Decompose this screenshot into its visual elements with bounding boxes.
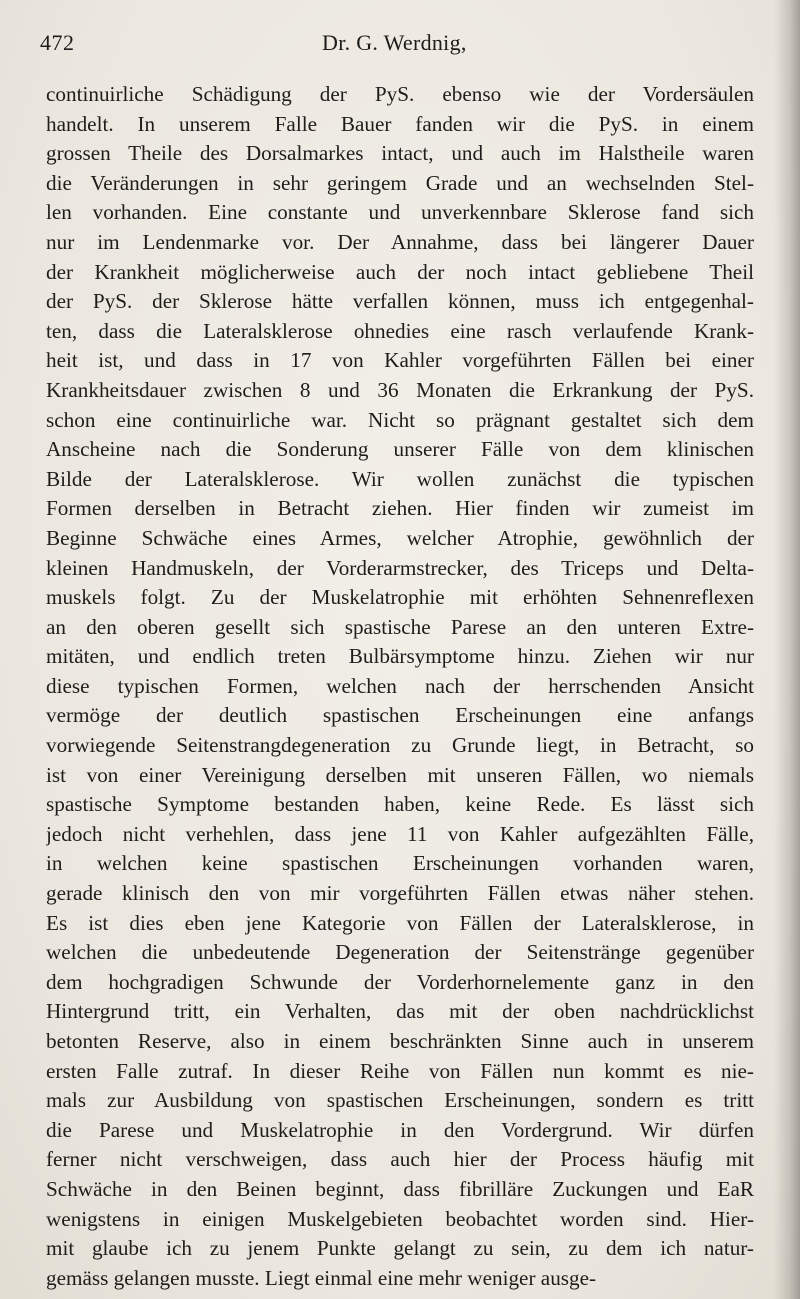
text-line: mals zur Ausbildung von spastischen Erscheinungen, sondern es tritt bbox=[46, 1088, 754, 1113]
text-line: wenigstens in einigen Muskelgebieten beobachtet worden sind. Hier- bbox=[46, 1206, 754, 1231]
text-line: spastische Symptome bestanden haben, keine Rede. Es lässt sich bbox=[46, 792, 754, 817]
text-line: Bilde der Lateralsklerose. Wir wollen zunächst die typischen bbox=[46, 466, 754, 491]
text-line: vermöge der deutlich spastischen Erscheinungen eine anfangs bbox=[46, 703, 754, 728]
text-line: grossen Theile des Dorsalmarkes intact, und auch im Halstheile waren bbox=[46, 141, 754, 166]
text-line: schon eine continuirliche war. Nicht so prägnant gestaltet sich dem bbox=[46, 407, 754, 432]
text-line: die Parese und Muskelatrophie in den Vordergrund. Wir dürfen bbox=[46, 1117, 754, 1142]
text-line: betonten Reserve, also in einem beschränkten Sinne auch in unserem bbox=[46, 1029, 754, 1053]
text-line: mitäten, und endlich treten Bulbärsymptome hinzu. Ziehen wir nur bbox=[46, 644, 754, 669]
text-line: der Krankheit möglicherweise auch der noch intact gebliebene Theil bbox=[46, 259, 754, 284]
text-line: kleinen Handmuskeln, der Vorderarmstrecker, des Triceps und Delta- bbox=[46, 555, 754, 580]
running-title: Dr. G. Werdnig, bbox=[322, 30, 467, 55]
text-line: gerade klinisch den von mir vorgeführten Fällen etwas näher stehen. bbox=[46, 881, 754, 906]
text-line: in welchen keine spastischen Erscheinungen vorhanden waren, bbox=[46, 851, 754, 876]
text-line: Krankheitsdauer zwischen 8 und 36 Monaten die Erkrankung der PyS. bbox=[46, 377, 754, 402]
body-text bbox=[46, 80, 754, 1293]
text-line: heit ist, und dass in 17 von Kahler vorgeführten Fällen bei einer bbox=[46, 348, 754, 373]
text-line: gemäss gelangen musste. Liegt einmal eine mehr weniger ausge- bbox=[46, 1265, 597, 1290]
text-line: welchen die unbedeutende Degeneration der Seitenstränge gegenüber bbox=[46, 940, 754, 965]
text-line: Beginne Schwäche eines Armes, welcher Atrophie, gewöhnlich der bbox=[46, 525, 754, 550]
text-line: die Veränderungen in sehr geringem Grade und an wechselnden Stel- bbox=[46, 170, 754, 195]
text-line: ist von einer Vereinigung derselben mit unseren Fällen, wo niemals bbox=[46, 762, 754, 787]
text-line: Anscheine nach die Sonderung unserer Fälle von dem klinischen bbox=[46, 437, 754, 462]
text-line: ersten Falle zutraf. In dieser Reihe von Fällen nun kommt es nie- bbox=[46, 1058, 754, 1083]
text-line: vorwiegende Seitenstrangdegeneration zu Grunde liegt, in Betracht, so bbox=[46, 733, 754, 758]
text-line: muskels folgt. Zu der Muskelatrophie mit erhöhten Sehnenreflexen bbox=[46, 585, 754, 610]
text-line: Es ist dies eben jene Kategorie von Fällen der Lateralsklerose, in bbox=[46, 910, 754, 935]
text-line: an den oberen gesellt sich spastische Parese an den unteren Extre- bbox=[46, 614, 754, 639]
page-number: 472 bbox=[40, 30, 75, 55]
text-line: handelt. In unserem Falle Bauer fanden wir die PyS. in einem bbox=[46, 111, 754, 136]
text-line: Schwäche in den Beinen beginnt, dass fibrilläre Zuckungen und EaR bbox=[46, 1176, 754, 1201]
text-line: nur im Lendenmarke vor. Der Annahme, dass bei längerer Dauer bbox=[46, 229, 754, 254]
text-line: continuirliche Schädigung der PyS. ebenso wie der Vordersäulen bbox=[46, 82, 754, 106]
text-line: diese typischen Formen, welchen nach der herrschenden Ansicht bbox=[46, 673, 754, 698]
text-line: Formen derselben in Betracht ziehen. Hier finden wir zumeist im bbox=[46, 496, 754, 521]
page-edge-shadow bbox=[774, 0, 800, 1299]
text-line: der PyS. der Sklerose hätte verfallen können, muss ich entgegenhal- bbox=[46, 289, 754, 314]
text-line: mit glaube ich zu jenem Punkte gelangt zu sein, zu dem ich natur- bbox=[46, 1236, 754, 1261]
text-line: dem hochgradigen Schwunde der Vorderhornelemente ganz in den bbox=[46, 969, 754, 994]
running-head bbox=[40, 30, 740, 58]
text-line: jedoch nicht verhehlen, dass jene 11 von Kahler aufgezählten Fälle, bbox=[46, 821, 754, 846]
text-line: len vorhanden. Eine constante und unverkennbare Sklerose fand sich bbox=[46, 200, 754, 225]
text-line: Hintergrund tritt, ein Verhalten, das mit der oben nachdrücklichst bbox=[46, 999, 754, 1024]
text-line: ferner nicht verschweigen, dass auch hier der Process häufig mit bbox=[46, 1147, 754, 1172]
text-line: ten, dass die Lateralsklerose ohnedies eine rasch verlaufende Krank- bbox=[46, 318, 754, 343]
